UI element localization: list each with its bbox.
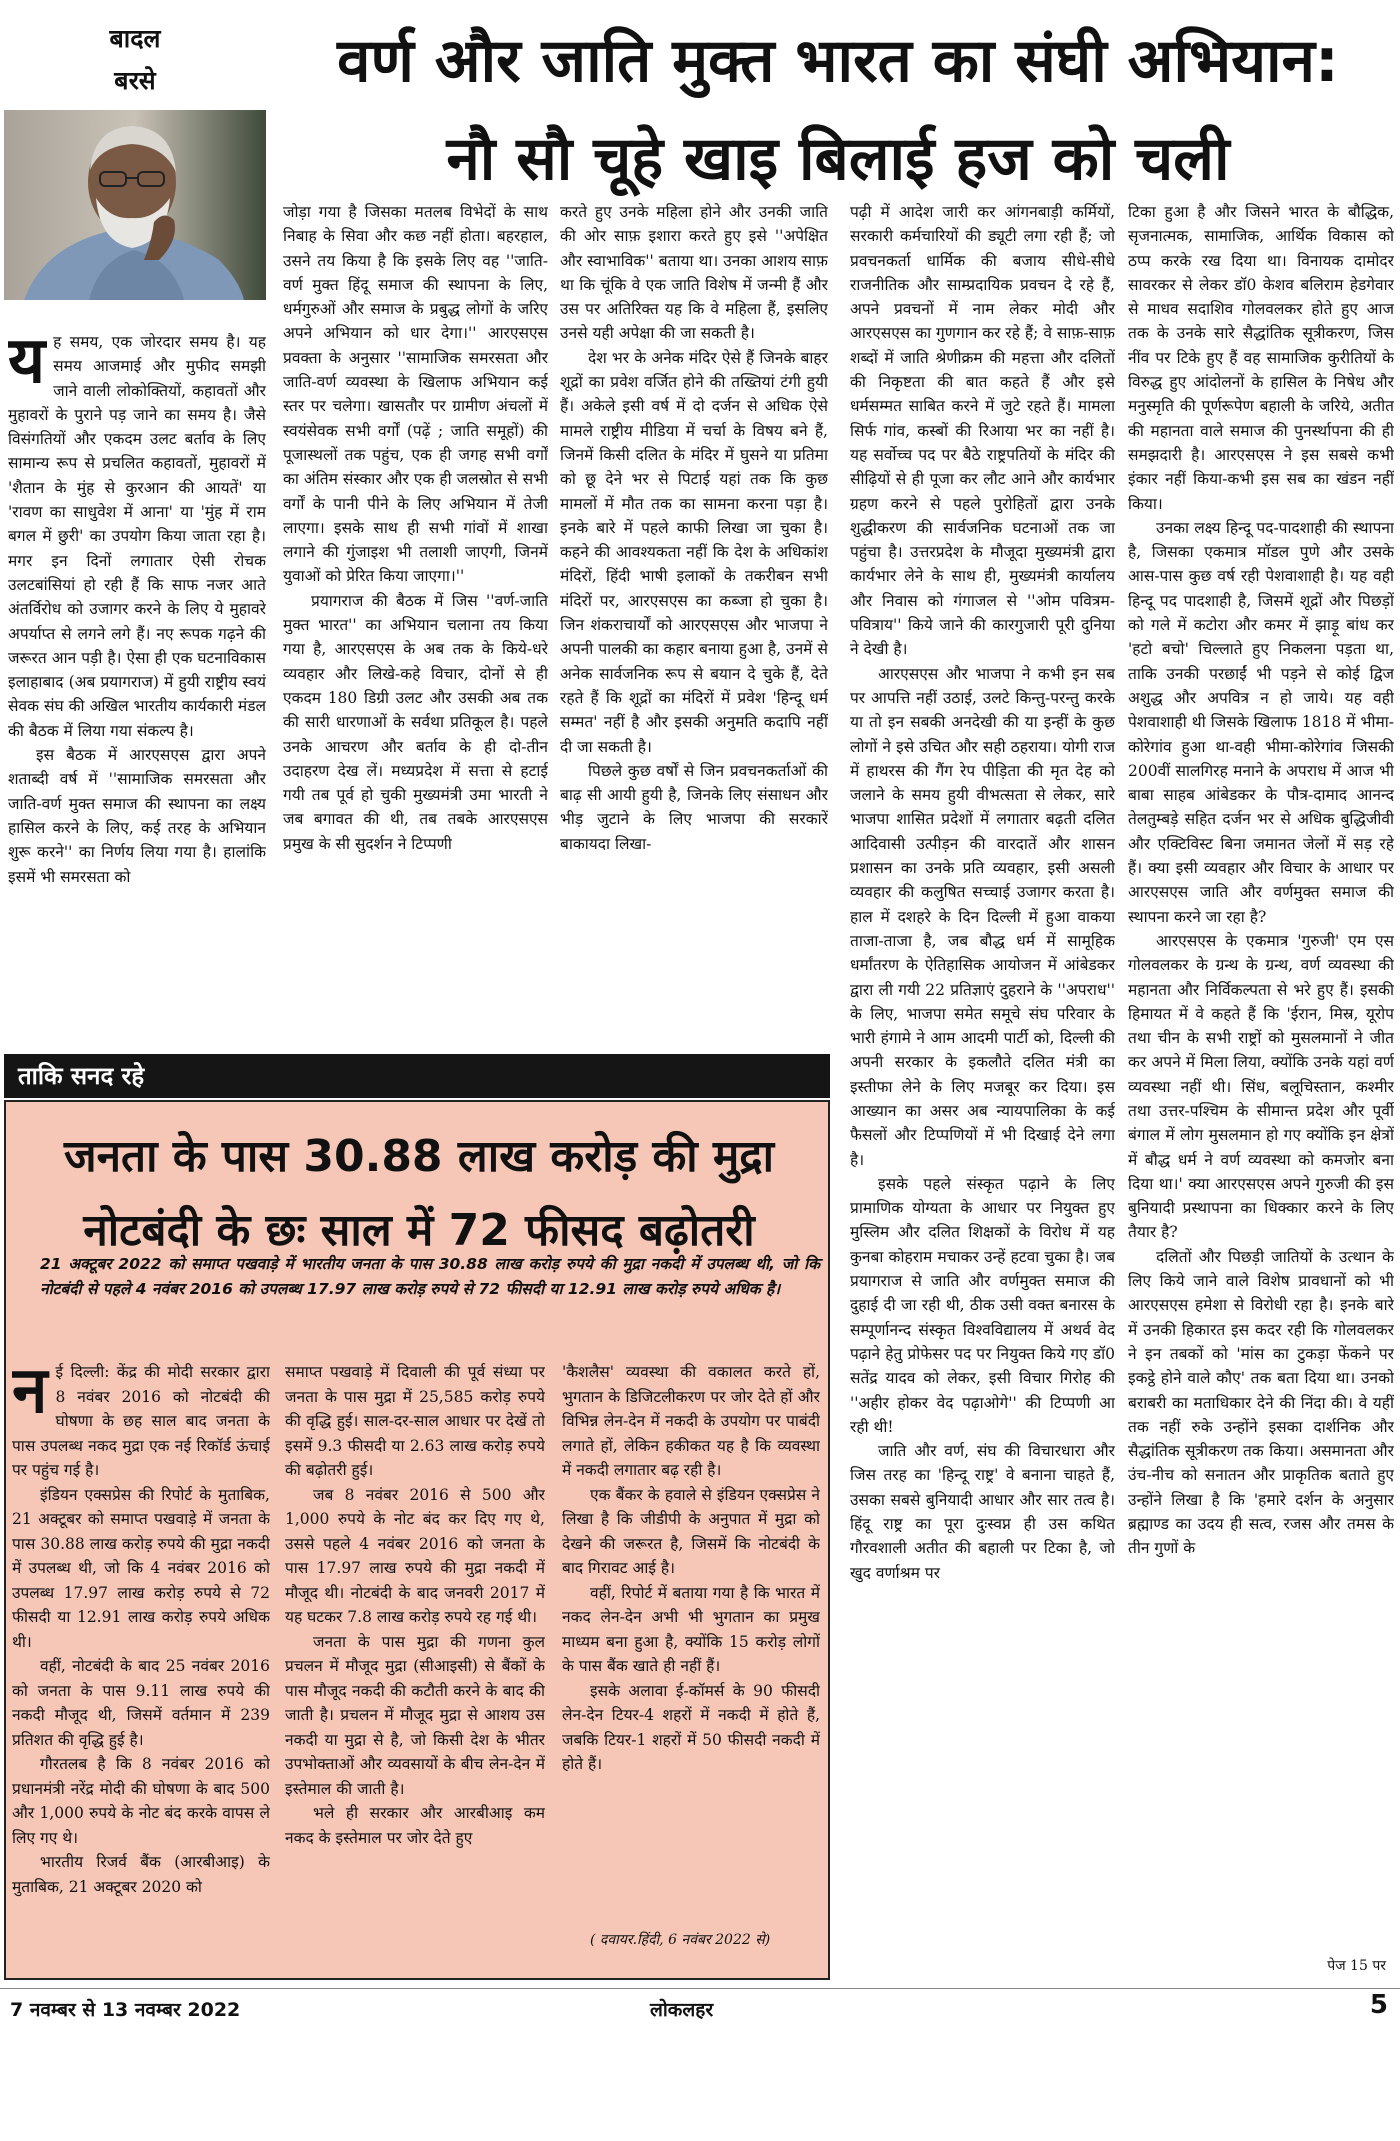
article-paragraph: प्रयागराज की बैठक में जिस ''वर्ण-जाति मुक्त भारत'' का अभियान चलाना तय किया गया है, आरएसएस के अब तक के किये-धरे व्यवहार और लिखे-कहे विचार, दोनों से ही एकदम 180 डिग्री उलट और उसकी अब तक की सारी धारणाओं के सर्वथा प्रतिकूल है। पहले उनके आचरण और बर्ताव के ही दो-तीन उदाहरण देख लें। मध्यप्रदेश में सत्ता से हटाई गयी तब पूर्व हो चुकी मुख्यमंत्री उमा भारती ने जब बगावत की थी, तब तबके आरएसएस प्रमुख के सी सुदर्शन ने टिप्पणी (283, 591, 548, 853)
box-headline-line1: जनता के पास 30.88 लाख करोड़ की मुद्रा (63, 1131, 775, 1182)
article-paragraph: पढ़ी में आदेश जारी कर आंगनबाड़ी कर्मियों, सरकारी कर्मचारियों की ड्यूटी लगा रही हैं; जो प्रवचनकर्ता धार्मिक की बजाय सीधे-सीधे राजनीतिक और साम्प्रदायिक प्रवचन दे रहे हैं, अपने प्रवचनों में नाम लेकर मोदी और आरएसएस का गुणगान कर रहे हैं; वे साफ़-साफ़ शब्दों में जाति श्रेणीक्रम की महत्ता और दलितों की निकृष्टता की बात कहते हैं और इसे धर्मसम्मत साबित करने में जुटे रहते हैं। मामला सिर्फ गांव, कस्बों की रिआया भर का नहीं है। यह सर्वोच्च पद पर बैठे राष्ट्रपतियों के मंदिर की सीढ़ियों से ही पूजा कर लौट आने और कार्यभार ग्रहण करने से पहले पुरोहितों द्वारा उनके शुद्धीकरण की सार्वजनिक घटनाओं तक जा पहुंचा है। उत्तरप्रदेश के मौजूदा मुख्यमंत्री द्वारा कार्यभार लेने के साथ ही, मुख्यमंत्री कार्यालय और निवास को गंगाजल से ''ओम पवित्रम-पवित्राय'' किये जाने की कारगुजारी पूरी दुनिया ने देखी है। (850, 203, 1115, 659)
author-byline (80, 18, 190, 102)
box-headline-line2: नोटबंदी के छः साल में 72 फीसद बढ़ोतरी (83, 1205, 755, 1256)
headline-line2: नौ सौ चूहे खाइ बिलाई हज को चली (446, 124, 1230, 194)
article-paragraph: उनका लक्ष्य हिन्दू पद-पादशाही की स्थापना है, जिसका एकमात्र मॉडल पुणे और उसके आस-पास कुछ वर्ष रही पेशवाशाही है। यह वही हिन्दू पद पादशाही है, जिसमें शूद्रों और पिछड़ों को गले में कटोरा और कमर में झाड़ू बांध कर 'हटो बचो' चिल्लाते हुए निकलना पड़ता था, ताकि उनकी परछाईं भी पड़ने से कोई द्विज अशुद्ध और अपवित्र न हो जाये। यह वही पेशवाशाही थी जिसके खिलाफ 1818 में भीमा-कोरेगांव हुआ था-वही भीमा-कोरेगांव जिसकी 200वीं सालगिरह मनाने के अपराध में आज भी बाबा साहब आंबेडकर के पौत्र-दामाद आनन्द तेलतुम्बड़े सहित दर्जन भर से अधिक बुद्धिजीवी और एक्टिविस्ट बिना जमानत जेलों में सड़ रहे हैं। क्या इसी व्यवहार और विचार के आधार पर आरएसएस जाति और वर्णमुक्त समाज की स्थापना करने जा रहा है? (1128, 518, 1394, 926)
box-column-1 (12, 1360, 270, 1960)
article-paragraph: इसके पहले संस्कृत पढ़ाने के लिए प्रामाणिक योग्यता के आधार पर नियुक्त हुए मुस्लिम और दलित शिक्षकों के विरोध में यह कुनबा कोहराम मचाकर उन्हें हटवा चुका है। जब प्रयागराज से जाति और वर्णमुक्त समाज की दुहाई दी जा रही थी, ठीक उसी वक्त बनारस के सम्पूर्णानन्द संस्कृत विश्वविद्यालय में अथर्व वेद पढ़ाने हेतु प्रोफेसर पद पर नियुक्त किये गए डॉ0 सतेंद्र यादव को लेकर, इसी विचार गिरोह की ''अहीर होकर वेद पढ़ाओगे'' की टिप्पणी आ रही थी! (850, 1174, 1115, 1436)
box-paragraph: गौरतलब है कि 8 नवंबर 2016 को प्रधानमंत्री नरेंद्र मोदी की घोषणा के बाद 500 और 1,000 रुपये के नोट बंद करके वापस ले लिए गए थे। (12, 1755, 270, 1847)
headline-line1: वर्ण और जाति मुक्त भारत का संघी अभियान: (337, 26, 1339, 96)
footer-paper-name: लोकलहर (650, 1999, 714, 2021)
box-paragraph: जनता के पास मुद्रा की गणना कुल प्रचलन में मौजूद मुद्रा (सीआइसी) से बैंकों के पास मौजूद नकदी की कटौती करने के बाद की जाती है। प्रचलन में मौजूद मुद्रा से आशय उस नकदी या मुद्रा से है, जो किसी देश के भीतर उपभोक्ताओं और व्यवसायों के बीच लेन-देन में इस्तेमाल की जाती है। (285, 1632, 545, 1798)
footer-page-number: 5 (1369, 1990, 1388, 2020)
box-paragraph: भारतीय रिजर्व बैंक (आरबीआइ) के मुताबिक, 21 अक्टूबर 2020 को (12, 1853, 270, 1896)
article-column-5 (1128, 200, 1394, 1955)
box-paragraph: इंडियन एक्सप्रेस की रिपोर्ट के मुताबिक, 21 अक्टूबर को समाप्त पखवाड़े में जनता के पास 30.88 लाख करोड़ रुपये की मुद्रा नकदी में उपलब्ध थी, जो कि 4 नवंबर 2016 को उपलब्ध 17.97 लाख करोड़ रुपये से 72 फीसदी या 12.91 लाख करोड़ रुपये अधिक थी। (12, 1485, 270, 1651)
box-paragraph: एक बैंकर के हवाले से इंडियन एक्सप्रेस ने लिखा है कि जीडीपी के अनुपात में मुद्रा को देखने की जरूरत है, जिसमें कि नोटबंदी के बाद गिरावट आई है। (562, 1485, 820, 1577)
article-paragraph: दलितों और पिछड़ी जातियों के उत्थान के लिए किये जाने वाले विशेष प्रावधानों को भी आरएसएस हमेशा से विरोधी रहा है। इनके बारे में उनकी हिकारत इस कदर रही कि गोलवलकर ने इन तबकों को 'मांस का टुकड़ा फेंकने पर इकट्ठे होने वाले कौए' तक बता दिया था। उनको बराबरी का मताधिकार देने की निंदा की। वे यहीं तक नहीं रुके उन्होंने इसका दार्शनिक और सैद्धांतिक सूत्रीकरण तक किया। असमानता और उंच-नीच को सनातन और प्राकृतिक बताते हुए उन्होंने लिखा है कि 'हमारे दर्शन के अनुसार ब्रह्माण्ड का उदय ही सत्व, रजस और तमस के तीन गुणों के (1128, 1247, 1394, 1558)
article-paragraph: जोड़ा गया है जिसका मतलब विभेदों के साथ निबाह के सिवा और कछ नहीं होता। बहरहाल, उसने तय किया है कि इसके लिए वह ''जाति-वर्ण मुक्त हिंदू समाज की स्थापना के लिए, धर्मगुरुओं और समाज के प्रबुद्ध लोगों के जरिए अपने अभियान को धार देगा।'' आरएसएस प्रवक्ता के अनुसार ''सामाजिक समरसता और जाति-वर्ण व्यवस्था के खिलाफ अभियान कई स्तर पर चलेगा। खासतौर पर ग्रामीण अंचलों में स्वयंसेवक सभी वर्गों (पढ़ें ; जाति समूहों) की पूजास्थलों तक पहुंच, एक ही जगह सभी वर्गों का अंतिम संस्कार और एक ही जलस्रोत से सभी वर्गों के पानी पीने के लिए अभियान में तेजी लाएगा। इसके साथ ही सभी गांवों में शाखा लगाने की गुंजाइश भी तलाशी जाएगी, जिनमें युवाओं को प्रेरित किया जाएगा।'' (283, 203, 548, 586)
article-column-3 (560, 200, 828, 1045)
box-paragraph: वहीं, रिपोर्ट में बताया गया है कि भारत में नकद लेन-देन अभी भी भुगतान का प्रमुख माध्यम बना हुआ है, क्योंकि 15 करोड़ लोगों के पास बैंक खाते ही नहीं हैं। (562, 1583, 820, 1675)
article-column-2 (283, 200, 548, 1045)
article-column-4 (850, 200, 1115, 1980)
box-headline (6, 1120, 832, 1268)
box-paragraph: वहीं, नोटबंदी के बाद 25 नवंबर 2016 को जनता के पास 9.11 लाख रुपये की नकदी मौजूद थी, जिसमें वर्तमान में 239 प्रतिशत की वृद्धि हुई है। (12, 1657, 270, 1749)
box-paragraph: ई दिल्ली: केंद्र की मोदी सरकार द्वारा 8 नवंबर 2016 को नोटबंदी की घोषणा के छह साल बाद जनता के पास उपलब्ध नकद मुद्रा एक नई रिकॉर्ड ऊंचाई पर पहुंच गई है। (12, 1363, 270, 1479)
byline-line1: बादल (109, 24, 161, 53)
article-paragraph: इस बैठक में आरएसएस द्वारा अपने शताब्दी वर्ष में ''सामाजिक समरसता और जाति-वर्ण मुक्त समाज की स्थापना का लक्ष्य हासिल करने के लिए, कई तरह के अभियान शुरू करने'' का निर्णय लिया गया है। हालांकि इसमें भी समरसता को (8, 746, 266, 886)
continued-on-page: पेज 15 पर (1327, 1958, 1386, 1974)
box-lede: 21 अक्टूबर 2022 को समाप्त पखवाड़े में भारतीय जनता के पास 30.88 लाख करोड़ रुपये की मुद्रा नकदी में उपलब्ध थी, जो कि नोटबंदी से पहले 4 नवंबर 2016 को उपलब्ध 17.97 लाख करोड़ रुपये से 72 फीसदी या 12.91 लाख करोड़ रुपये अधिक है। (40, 1255, 820, 1298)
article-paragraph: आरएसएस के एकमात्र 'गुरुजी' एम एस गोलवलकर के ग्रन्थ के ग्रन्थ, वर्ण व्यवस्था की महानता और निर्विकल्पता से भरे हुए हैं। इसकी हिमायत में वे कहते हैं कि 'ईरान, मिस्र, यूरोप तथा चीन के सभी राष्ट्रों को मुसलमानों ने जीत कर अपने में मिला लिया, क्योंकि उनके यहां वर्ण व्यवस्था नहीं थी। सिंध, बलूचिस्तान, कश्मीर तथा उत्तर-पश्चिम के सीमान्त प्रदेश और पूर्वी बंगाल में लोग मुसलमान हो गए क्योंकि इन क्षेत्रों में बौद्ध धर्म ने वर्ण व्यवस्था को कमजोर बना दिया था।' क्या आरएसएस अपने गुरुजी की इस बुनियादी प्रस्थापना का धिक्कार करने के लिए तैयार है? (1128, 931, 1394, 1242)
box-paragraph: 'कैशलैस' व्यवस्था की वकालत करते हों, भुगतान के डिजिटलीकरण पर जोर देते हों और विभिन्न लेन-देन में नकदी के उपयोग पर पाबंदी लगाते हों, लेकिन हकीकत यह है कि व्यवस्था में नकदी लगातार बढ़ रही है। (562, 1363, 820, 1479)
article-paragraph: देश भर के अनेक मंदिर ऐसे हैं जिनके बाहर शूद्रों का प्रवेश वर्जित होने की तख्तियां टंगी हुयी हैं। अकेले इसी वर्ष में दो दर्जन से अधिक ऐसे मामले राष्ट्रीय मीडिया में चर्चा के विषय बने हैं, जिनमें किसी दलित के मंदिर में घुसने या प्रतिमा को छू देने भर से पिटाई यहां तक कि कुछ मामलों में मौत तक का सामना करना पड़ा है। इनके बारे में पहले काफी लिखा जा चुका है। कहने की आवश्यकता नहीं कि देश के अधिकांश मंदिरों, हिंदी भाषी इलाकों के तकरीबन सभी मंदिरों पर, आरएसएस का कब्जा हो चुका है। जिन शंकराचार्यों को आरएसएस और भाजपा ने अपनी पालकी का कहार बनाया हुआ है, उनमें से अनेक सार्वजनिक रूप से बयान दे चुके हैं, देते रहते हैं कि शूद्रों का मंदिरों में प्रवेश 'हिन्दू धर्म सम्मत' नहीं है और इसकी अनुमति कदापि नहीं दी जा सकती है। (560, 348, 828, 756)
article-paragraph: आरएसएस और भाजपा ने कभी इन सब पर आपत्ति नहीं उठाई, उलटे किन्तु-परन्तु करके या तो इन सबकी अनदेखी की या इन्हीं के कुछ लोगों ने इसे उचित और सही ठहराया। योगी राज में हाथरस की गैंग रेप पीड़िता की मृत देह को जलाने के समय हुयी वीभत्सता से लेकर, सारे भाजपा शासित प्रदेशों में लगातार बढ़ती दलित आदिवासी उत्पीड़न की वारदातें और शासन प्रशासन का उनके प्रति व्यवहार, इसी असली व्यवहार की कलुषित सच्चाई उजागर करता है। हाल में दशहरे के दिन दिल्ली में हुआ वाकया ताजा-ताजा है, जब बौद्ध धर्म में सामूहिक धर्मांतरण के ऐतिहासिक आयोजन में आंबेडकर द्वारा ली गयी 22 प्रतिज्ञाएं दुहराने के ''अपराध'' के लिए, भाजपा समेत समूचे संघ परिवार के भारी हंगामे ने आम आदमी पार्टी को, दिल्ली की अपनी सरकार के इकलौते दलित मंत्री का इस्तीफा लेने के लिए मजबूर कर दिया। इस आख्यान का असर अब न्यायपालिका के कई फैसलों और टिप्पणियों में भी दिखाई देने लगा है। (850, 664, 1115, 1169)
article-paragraph: जाति और वर्ण, संघ की विचारधारा और जिस तरह का 'हिन्दू राष्ट्र' वे बनाना चाहते हैं, उसका सबसे बुनियादी आधार और सार तत्व है। हिंदू राष्ट्र का पूरा दुःस्वप्न ही उस कथित गौरवशाली अतीत की बहाली पर टिका है, जो खुद वर्णाश्रम पर (850, 1442, 1115, 1582)
box-paragraph: जब 8 नवंबर 2016 से 500 और 1,000 रुपये के नोट बंद कर दिए गए थे, उससे पहले 4 नवंबर 2016 को जनता के पास 17.97 लाख रुपये की मुद्रा नकदी में मौजूद थी। नोटबंदी के बाद जनवरी 2017 में यह घटकर 7.8 लाख करोड़ रुपये रह गई थी। (285, 1485, 545, 1626)
footer-rule (0, 1988, 1400, 1989)
article-paragraph: टिका हुआ है और जिसने भारत के बौद्धिक, सृजनात्मक, सामाजिक, आर्थिक विकास को ठप्प करके रख दिया था। विनायक दामोदर सावरकर से लेकर डॉ0 केशव बलिराम हेडगेवार से माधव सदाशिव गोलवलकर होते हुए आज तक के उनके सारे सैद्धांतिक सूत्रीकरण, जिस नींव पर टिके हुए हैं वह सामाजिक कुरीतियों के विरुद्ध हुए आंदोलनों के हासिल के निषेध और मनुस्मृति की पूर्णरूपेण बहाली के जरिये, अतीत की महानता वाले समाज की पुनर्स्थापना की ही समझदारी है। आरएसएस ने इस सबसे कभी इंकार नहीं किया-कभी इस सब का खंडन नहीं किया। (1128, 203, 1394, 513)
box-paragraph: भले ही सरकार और आरबीआइ कम नकद के इस्तेमाल पर जोर देते हुए (285, 1804, 545, 1847)
article-paragraph: पिछले कुछ वर्षों से जिन प्रवचनकर्ताओं की बाढ़ सी आयी हुयी है, जिनके लिए संसाधन और भीड़ जुटाने के लिए भाजपा की सरकारें बाकायदा लिखा- (560, 761, 828, 853)
box-paragraph: समाप्त पखवाड़े में दिवाली की पूर्व संध्या पर जनता के पास मुद्रा में 25,585 करोड़ रुपये की वृद्धि हुई। साल-दर-साल आधार पर देखें तो इसमें 9.3 फीसदी या 2.63 लाख करोड़ रुपये की बढ़ोतरी हुई। (285, 1363, 545, 1479)
article-dropcap: य (8, 330, 46, 398)
article-paragraph: ह समय, एक जोरदार समय है। यह समय आजमाई और मुफीद समझी जाने वाली लोकोक्तियों, कहावतों और मुहावरों के पुराने पड़ जाने का समय है। जैसे विसंगतियों और एकदम उलट बर्ताव के लिए सामान्य रूप से प्रचलित कहावतों, मुहावरों में 'शैतान के मुंह से कुरआन की आयतें' या 'रावण का साधुवेश में आना' या 'मुंह में राम बगल में छुरी' का उपयोग किया जाता रहा है। मगर इन दिनों लगातार ऐसी रोचक उलटबांसियां हो रही हैं कि साफ नजर आते अंतर्विरोध को उजागर करने के लिए ये मुहावरे अपर्याप्त से लगने लगे हैं। नए रूपक गढ़ने की जरूरत आन पड़ी है। ऐसा ही एक घटनाविकास इलाहाबाद (अब प्रयागराज) में हुयी राष्ट्रीय स्वयं सेवक संघ की अखिल भारतीय कार्यकारी मंडल की बैठक में लिया गया संकल्प है। (8, 333, 266, 740)
article-column-1 (8, 330, 266, 1045)
byline-line2: बरसे (114, 66, 156, 95)
box-source-credit: ( दवायर.हिंदी, 6 नवंबर 2022 से) (590, 1932, 771, 1948)
article-paragraph: करते हुए उनके महिला होने और उनकी जाति की ओर साफ़ इशारा करते हुए इसे ''अपेक्षित और स्वाभाविक'' बताया था। उनका आशय साफ़ था कि चूंकि वे एक जाति विशेष में जन्मी हैं और उस पर अतिरिक्त यह कि वे महिला हैं, इसलिए उनसे यही अपेक्षा की जा सकती है। (560, 203, 828, 343)
author-portrait-image (4, 110, 266, 300)
box-paragraph: इसके अलावा ई-कॉमर्स के 90 फीसदी लेन-देन टियर-4 शहरों में नकदी में होते हैं, जबकि टियर-1 शहरों में 50 फीसदी नकदी में होते हैं। (562, 1681, 820, 1773)
box-column-3 (562, 1360, 820, 1920)
box-column-2 (285, 1360, 545, 1960)
author-photo (4, 110, 266, 300)
box-dropcap: न (12, 1360, 48, 1428)
footer-issue-date: 7 नवम्बर से 13 नवम्बर 2022 (10, 1999, 241, 2021)
main-headline (282, 12, 1394, 208)
section-label-bar: ताकि सनद रहे (4, 1054, 830, 1098)
